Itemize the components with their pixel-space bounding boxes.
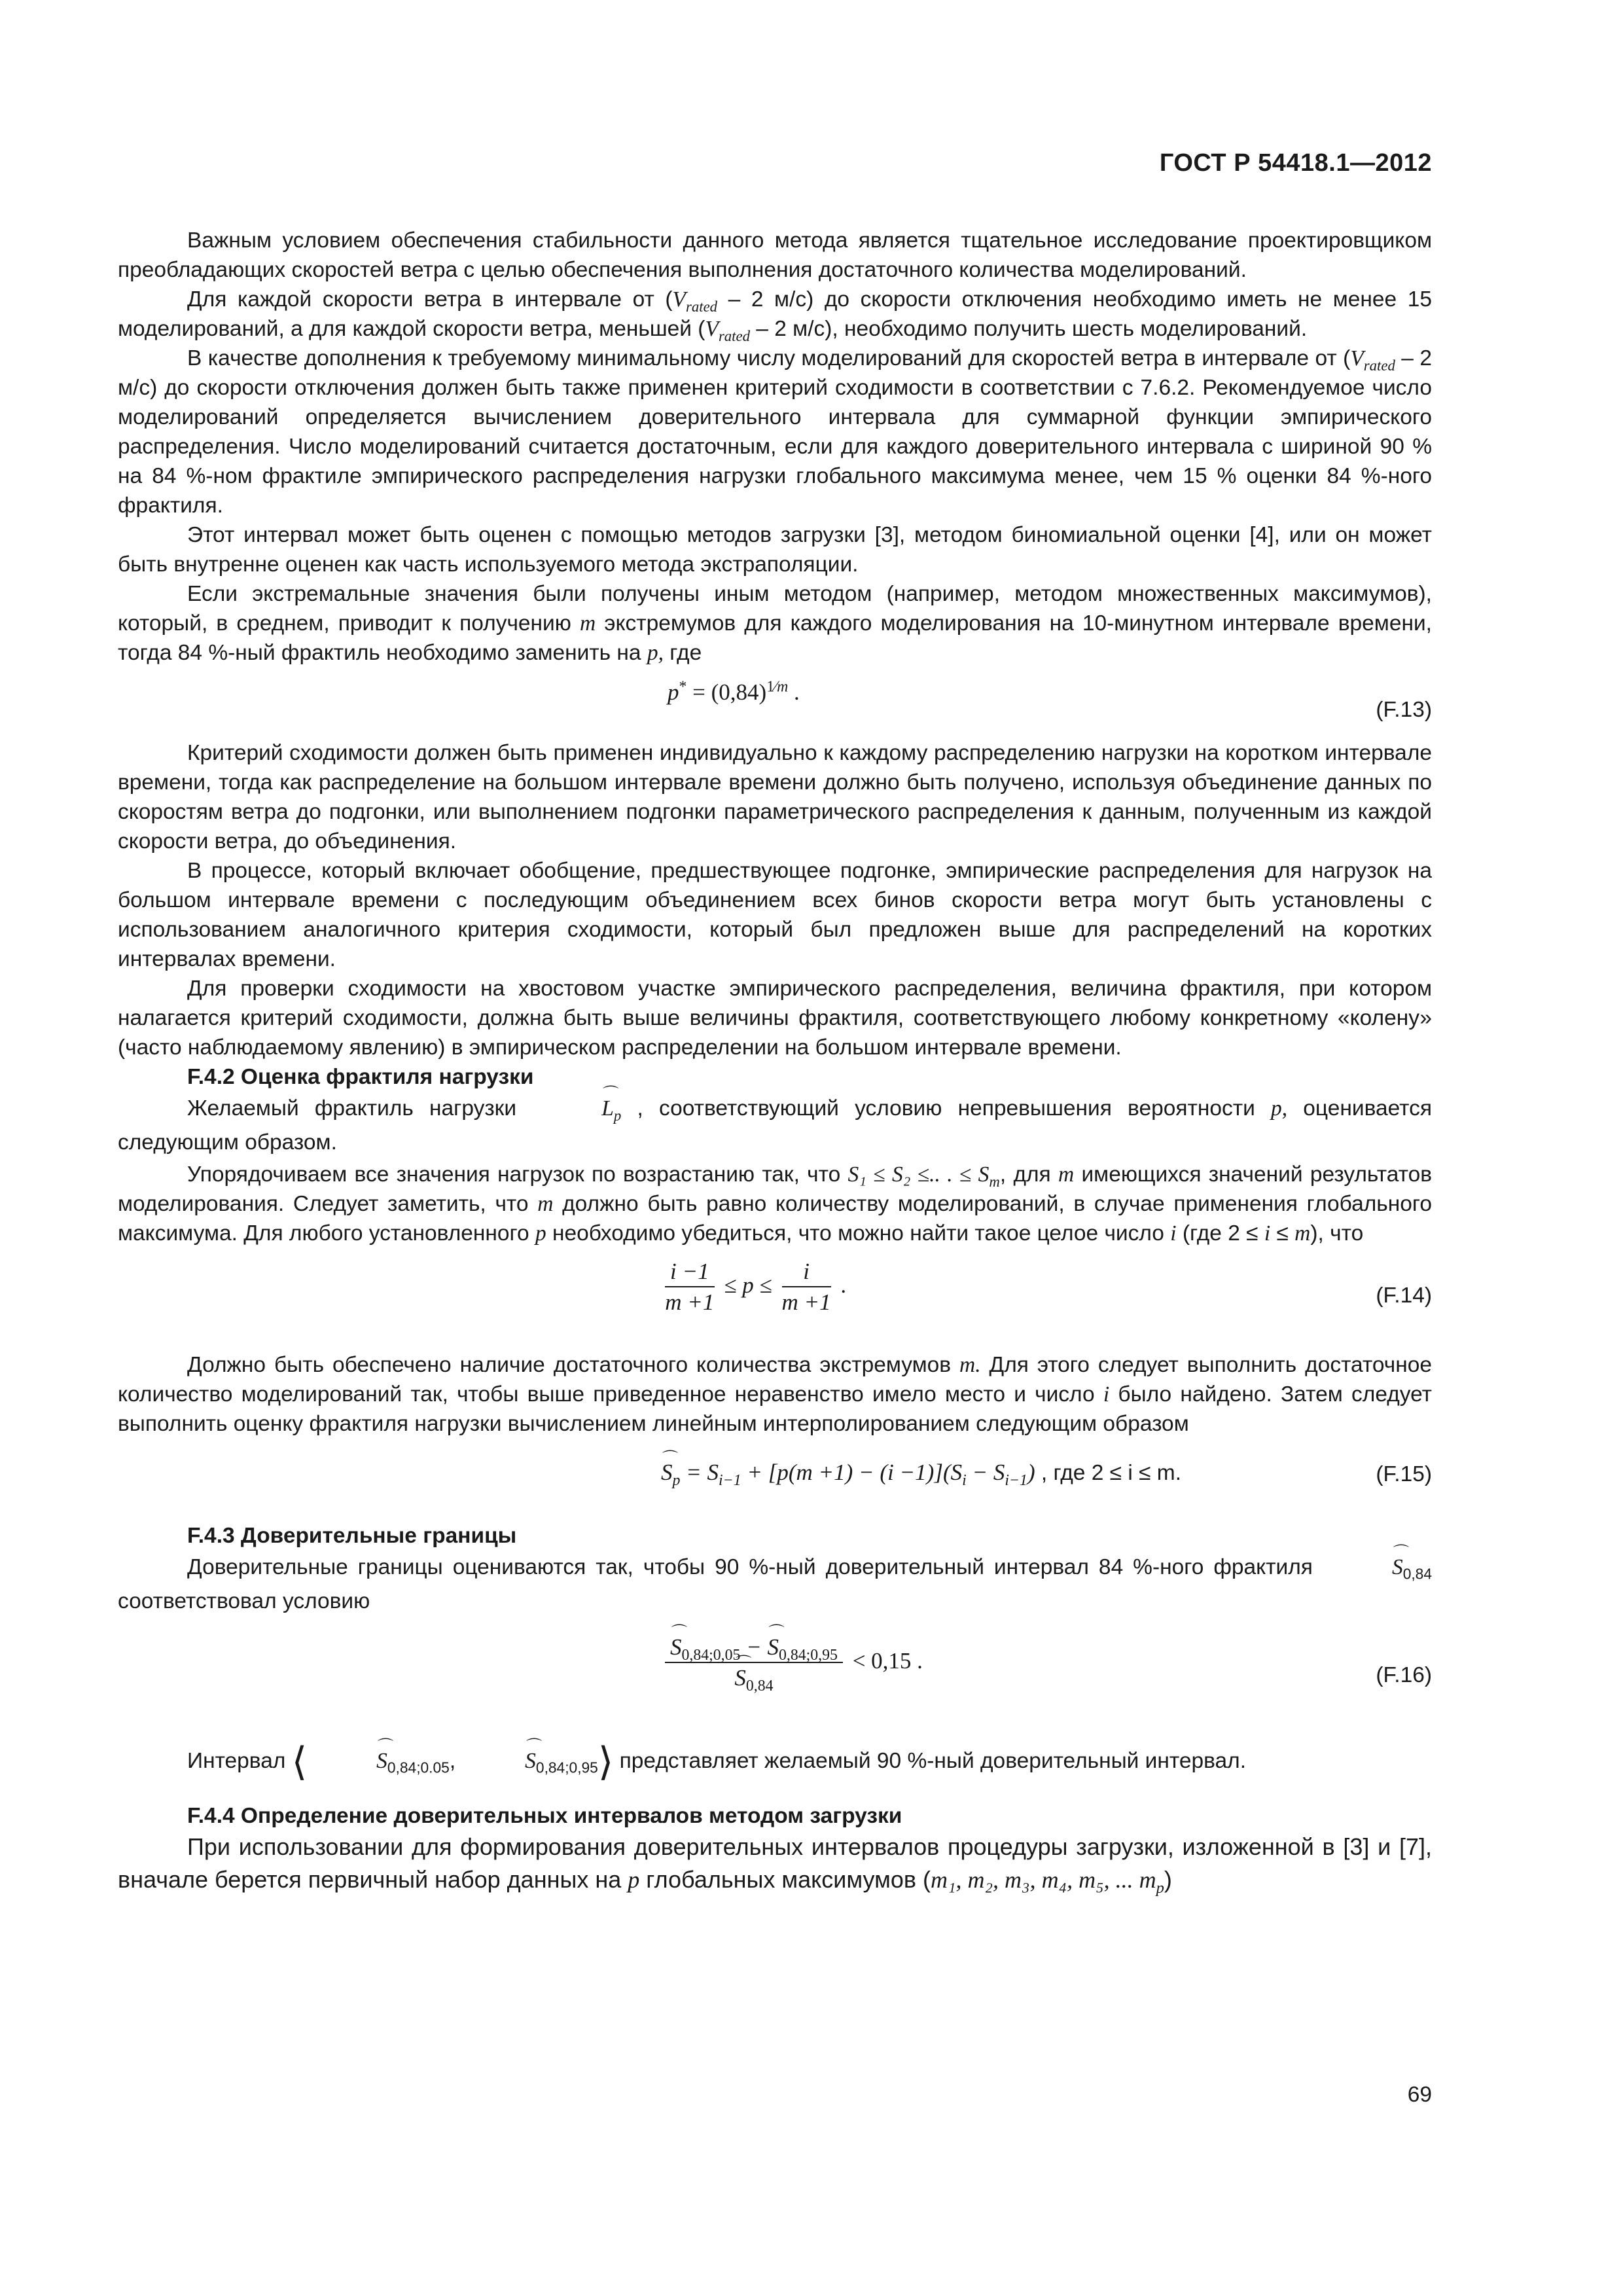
paragraph: Интервал ⟨⌒ $S_{0,84;0.05},⌒$ $S_{0,84;0,95}⟩$ представляет желаемый 90 %-ный доверительный интервал.	[118, 1742, 1432, 1782]
paragraph: Важным условием обеспечения стабильности данного метода является тщательное исследование проектировщиком преобладающих скоростей ветра с целью обеспечения выполнения достаточного количества моделирований.	[118, 228, 1432, 282]
main-text-top	[118, 226, 1432, 1896]
formula-f14: $\frac{i -1}{m +1}$ ≤ p ≤ $\frac{i}{m +1}$ . (F.14)	[665, 1259, 1432, 1315]
section-heading-f44: F.4.4 Определение доверительных интервалов методом загрузки	[187, 1804, 902, 1829]
paragraph: Должно быть обеспечено наличие достаточного количества экстремумов m. Для этого следует выполнить достаточное количество моделирований так, чтобы выше приведенное неравенство имело место и число i было найдено. Затем следует выполнить оценку фрактиля нагрузки вычислением линейным интерполированием следующим образом	[118, 1353, 1433, 1436]
formula-number: (F.15)	[1376, 1462, 1432, 1486]
paragraph: Этот интервал может быть оценен с помощью методов загрузки [3], методом биномиальной оценки [4], или он может быть внутренне оценен как часть используемого метода экстраполяции.	[118, 523, 1432, 577]
page-number: 69	[1407, 2083, 1432, 2107]
section-heading-f42: F.4.2 Оценка фрактиля нагрузки	[187, 1065, 534, 1089]
paragraph: Доверительные границы оцениваются так, чтобы 90 %-ный доверительный интервал 84 %-ного фрактиля ⌒ $S_{0,84}$ соответствовал условию	[118, 1551, 1432, 1619]
paragraph: В качестве дополнения к требуемому минимальному числу моделирований для скоростей ветра в интервале от ($V_{rated} - 2$ м/с) до скорости отключения должен быть также применен критерий сходимости в соответствии с 7.6.2. Рекомендуемое число моделирований определяется вычислением доверительного интервала для суммарной функции эмпирического распределения. Число моделирований считается достаточным, если для каждого доверительного интервала с шириной 90 % на 84 %-ном фрактиле эмпирического распределения нагрузки глобального максимума менее, чем 15 % оценки 84 %-ного фрактиля.	[118, 346, 1432, 518]
paragraph: Если экстремальные значения были получены иным методом (например, методом множественных максимумов), который, в среднем, приводит к получению m экстремумов для каждого моделирования на 10-минутном интервале времени, тогда 84 %-ный фрактиль необходимо заменить на p, где	[118, 582, 1432, 665]
paragraph: Упорядочиваем все значения нагрузок по возрастанию так, что S₁ ≤ S₂ ≤.. . ≤ $S_m$, для m имеющихся значений результатов моделирования. Следует заметить, что m должно быть равно количеству моделирований, в случае применения глобального максимума. Для любого установленного p необходимо убедиться, что можно найти такое целое число i (где 2 ≤ i ≤ m), что	[118, 1162, 1432, 1246]
paragraph: В процессе, который включает обобщение, предшествующее подгонке, эмпирические распределения для нагрузок на большом интервале времени с последующим объединением всех бинов скорости ветра могут быть установлены с использованием аналогичного критерия сходимости, который был предложен выше для распределений на коротких интервалах времени.	[118, 859, 1432, 971]
formula-f13: $p^* = (0,84)^{1⁄m}$ . (F.13)	[668, 678, 1432, 722]
document-header: ГОСТ Р 54418.1—2012	[1159, 149, 1432, 177]
formula-f15: ⌒ $S_p = S_{i-1} + [p(m +1) - (i -1)](S_i - S_{i-1})$ , где 2 ≤ i ≤ m. (F.15)	[118, 1452, 1432, 1517]
formula-f16: ⌒ $S_{0,84;0,05}$ − ⌒ $S_{0,84;0,95}$ ⌒ $S_{0,84}$ < 0,15 . (F.16)	[118, 1634, 1432, 1726]
paragraph: Для проверки сходимости на хвостовом участке эмпирического распределения, величина фрактиля, при котором налагается критерий сходимости, должна быть выше величины фрактиля, соответствующего любому конкретному «колену» (часто наблюдаемому явлению) в эмпирическом распределении на большом интервале времени.	[118, 977, 1432, 1060]
section-heading-f43: F.4.3 Доверительные границы	[187, 1524, 517, 1548]
formula-number: (F.14)	[1376, 1283, 1432, 1308]
paragraph: Желаемый фрактиль нагрузки ⌒ $L_p$ , соответствующий условию непревышения вероятности p, оценивается следующим образом.	[118, 1092, 1432, 1160]
paragraph: При использовании для формирования доверительных интервалов процедуры загрузки, изложенной в [3] и [7], вначале берется первичный набор данных на p глобальных максимумов (m₁, m₂, m₃, m₄, m₅, ... $m_p$)	[118, 1833, 1432, 1897]
formula-number: (F.16)	[1376, 1663, 1432, 1687]
paragraph: Для каждой скорости ветра в интервале от ($V_{rated} - 2$ м/с) до скорости отключения необходимо иметь не менее 15 моделирований, а для каждой скорости ветра, меньшей ($V_{rated} - 2$ м/с), необходимо получить шесть моделирований.	[118, 287, 1432, 344]
formula-number: (F.13)	[1376, 698, 1432, 722]
paragraph: Критерий сходимости должен быть применен индивидуально к каждому распределению нагрузки на коротком интервале времени, тогда как распределение на большом интервале времени должно быть получено, используя объединение данных по скоростям ветра до подгонки, или выполнением подгонки параметрического распределения к данным, полученным из каждой скорости ветра, до объединения.	[118, 741, 1432, 853]
